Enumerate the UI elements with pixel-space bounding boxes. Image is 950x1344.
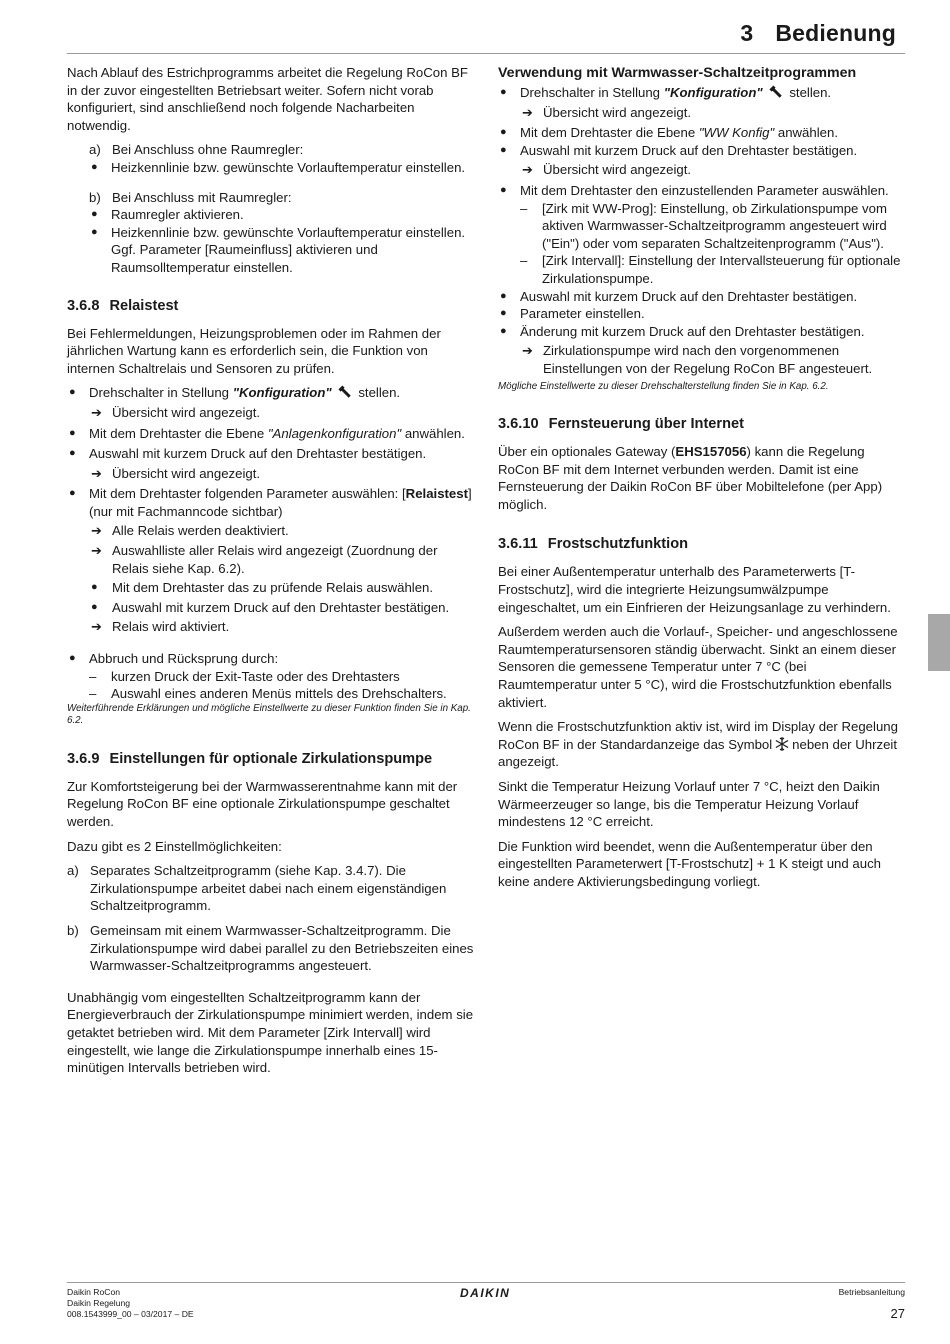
arrow-icon: ➔ [91,619,102,635]
list-item: ● Mit dem Drehtaster die Ebene "Anlagenkonfiguration" anwählen. [69,425,465,441]
section-heading-3-6-10: 3.6.10 Fernsteuerung über Internet [498,416,744,432]
bullet-icon: ● [500,289,507,302]
section-heading-3-6-11: 3.6.11 Frostschutzfunktion [498,536,689,553]
dash-icon: – [520,253,528,269]
chapter-title: Bedienung [775,20,896,46]
ww-steps [498,84,908,378]
case-b-label: b) [89,189,101,205]
paragraph: Sinkt die Temperatur Heizung Vorlauf unter 7 °C, heizt den Daikin Wärmeerzeuger so lange, bis die Temperatur Heizung Vorlauf mindestens 12 °C erreicht. [498,778,880,830]
chapter-side-tab [928,614,950,671]
paragraph: Die Funktion wird beendet, wenn die Außentemperatur über den eingestellten Parameterwert [T-Frostschutz] + 1 K steigt und auch keine andere Aktivierungsbedingung vorliegt. [498,838,881,889]
case-b-block [89,189,477,277]
bullet-icon: ● [69,386,76,399]
paragraph: Unabhängig vom eingestellten Schaltzeitprogramm kann der Energieverbrauch der Zirkulationspumpe minimiert werden, indem sie getaktet betrieben wird. Mit dem Parameter [Zirk Intervall] wird eingestellt, wie lange die Zirkulationspumpe innerhalb eines 15-minütigen Intervalls betrieben wird. [67,989,474,1076]
section-heading-3-6-8: 3.6.8 Relaistest [67,297,179,314]
wrench-icon [338,385,352,399]
paragraph: Wenn die Frostschutzfunktion aktiv ist, wird im Display der Regelung RoCon BF in der Standardanzeige das Symbol neben der Uhrzeit angezeigt. [498,719,898,770]
hint-note: Weiterführende Erklärungen und mögliche Einstellwerte zu dieser Funktion finden Sie in Kap. 6.2. [67,702,471,727]
left-column [67,64,477,1084]
dash-icon: – [520,200,528,216]
arrow-icon: ➔ [91,523,102,539]
footer-product: Daikin RoCon [67,1287,121,1297]
header-divider [67,53,905,54]
bullet-icon: ● [91,160,98,173]
paragraph: Bei einer Außentemperatur unterhalb des Parameterwerts [T-Frostschutz], wird die integrierte Heizungsumwälzpumpe eingeschaltet, um ein Einfrieren der Heizungsanlage zu verhindern. [498,564,891,615]
list-item: ● Raumregler aktivieren. [91,207,244,223]
snowflake-icon [774,736,790,752]
section-heading-3-6-9: 3.6.9 Einstellungen für optionale Zirkulationspumpe [67,750,433,767]
paragraph: Außerdem werden auch die Vorlauf-, Speicher- und angeschlossene Raumtemperatursensoren ständig überwacht. Sinkt an einem dieser Sensoren die gemessene Temperatur unter 7 °C (bei Raumtemperatur unter 5 °C), wird die Frostschutzfunktion ebenfalls aktiviert. [498,624,898,710]
list-item: ● Parameter einstellen. [500,306,645,322]
intro-paragraph: Nach Ablauf des Estrichprogramms arbeitet die Regelung RoCon BF in der zuvor eingestellten Betriebsart weiter. Sofern nicht vorab konfiguriert, sind anschließend noch folgende Nacharbeiten notwendig. [67,65,468,133]
list-item: ● Abbruch und Rücksprung durch: – kurzen Druck der Exit-Taste oder des Drehtasters – Auswahl eines anderen Menüs mittels des Drehschalters. [69,651,447,702]
footer-doc-number: 008.1543999_00 – 03/2017 – DE [67,1309,194,1319]
list-item: ● Auswahl mit kurzem Druck auf den Drehtaster bestätigen. ➔ Übersicht wird angezeigt. [500,142,858,178]
arrow-icon: ➔ [522,162,533,178]
bullet-icon: ● [500,86,507,98]
chapter-heading [740,20,896,47]
case-a-block [89,141,477,176]
relaistest-steps [67,384,477,703]
bullet-icon: ● [91,208,98,221]
footer-divider [67,1282,905,1283]
bullet-icon: ● [69,652,76,665]
bullet-icon: ● [500,143,507,156]
hint-note: Mögliche Einstellwerte zu dieser Drehschalterstellung finden Sie in Kap. 6.2. [498,380,829,392]
wrench-icon [769,85,783,99]
arrow-icon: ➔ [522,104,533,120]
bullet-icon: ● [500,183,507,196]
case-a-label: a) [89,142,101,158]
footer-subtitle: Daikin Regelung [67,1298,131,1308]
bullet-icon: ● [69,487,76,500]
arrow-icon: ➔ [91,404,102,420]
option-a: a) Separates Schaltzeitprogramm (siehe Kap. 3.4.7). Die Zirkulationspumpe arbeitet dabei nach einem eigenständigen Schaltzeitprogramm. [67,863,447,914]
dash-icon: – [89,668,97,684]
list-item: ● Drehschalter in Stellung "Konfiguration" stellen. ➔ Übersicht wird angezeigt. [500,85,832,120]
bullet-icon: ● [91,600,98,613]
bullet-icon: ● [500,126,507,139]
list-item: ● Drehschalter in Stellung "Konfiguration" stellen. ➔ Übersicht wird angezeigt. [69,385,401,420]
list-item: ● Heizkennlinie bzw. gewünschte Vorlauftemperatur einstellen. [91,159,466,175]
bullet-icon: ● [91,225,98,238]
bullet-icon: ● [500,324,507,337]
list-item: ● Auswahl mit kurzem Druck auf den Drehtaster bestätigen. [500,288,858,304]
daikin-logo: DAIKIN [460,1286,511,1300]
list-item: ● Änderung mit kurzem Druck auf den Drehtaster bestätigen. ➔ Zirkulationspumpe wird nach den vorgenommenen Einstellungen von der Regelung RoCon BF angesteuert. [500,323,873,376]
bullet-icon: ● [500,307,507,320]
right-column [498,64,908,897]
bullet-icon: ● [69,426,76,439]
list-item: ● Mit dem Drehtaster folgenden Parameter auswählen: [Relaistest] (nur mit Fachmanncode sichtbar) ➔ Alle Relais werden deaktiviert. ➔ Auswahlliste aller Relais wird angezeigt (Zuordnung der Relais siehe Kap. 6.2). ● Mit dem Drehtaster das zu prüfende Relais auswählen. ● Auswahl mit kurzem Druck auf den Drehtaster bestätigen. ➔ Relais wird aktiviert. [69,486,472,635]
paragraph: Über ein optionales Gateway (EHS157056) kann die Regelung RoCon BF mit dem Internet verbunden werden. Damit ist eine Fernsteuerung der Daikin RoCon BF über Mobiltelefone (per App) möglich. [498,444,883,512]
page-number: 27 [890,1306,905,1321]
subsection-heading-ww: Verwendung mit Warmwasser-Schaltzeitprogrammen [498,65,857,81]
option-b: b) Gemeinsam mit einem Warmwasser-Schaltzeitprogramm. Die Zirkulationspumpe wird dabei parallel zu den Betriebszeiten eines Warmwasser-Schaltzeitprogramms angesteuert. [67,922,474,974]
footer-doc-type: Betriebsanleitung [838,1287,905,1297]
paragraph: Dazu gibt es 2 Einstellmöglichkeiten: [67,838,282,854]
list-item: ● Heizkennlinie bzw. gewünschte Vorlauftemperatur einstellen. Ggf. Parameter [Raumeinfluss] aktivieren und Raumsolltemperatur einstellen. [91,224,466,275]
list-item: ● Auswahl mit kurzem Druck auf den Drehtaster bestätigen. ➔ Übersicht wird angezeigt. [69,446,427,481]
arrow-icon: ➔ [91,465,102,481]
list-item: ● Mit dem Drehtaster die Ebene "WW Konfig" anwählen. [500,125,838,141]
paragraph: Zur Komfortsteigerung bei der Warmwasserentnahme kann mit der Regelung RoCon BF eine optionale Zirkulationspumpe geschaltet werden. [67,778,458,829]
bullet-icon: ● [69,447,76,460]
dash-icon: – [89,686,97,702]
case-a-title: Bei Anschluss ohne Raumregler: [112,142,304,158]
list-item: ● Mit dem Drehtaster den einzustellenden Parameter auswählen. – [Zirk mit WW-Prog]: Einstellung, ob Zirkulationspumpe vom aktiven Warmwasser-Schaltzeitprogramm angesteuert wird ("Ein") oder vom separaten Schaltzeitenprogramm ("Aus"). – [Zirk Intervall]: Einstellung der Intervallsteuerung für optionale Zirkulationspumpe. [500,182,901,286]
case-b-title: Bei Anschluss mit Raumregler: [112,189,292,205]
arrow-icon: ➔ [91,543,102,559]
bullet-icon: ● [91,581,98,594]
arrow-icon: ➔ [522,343,533,359]
footer-doc-info [67,1287,194,1320]
section-intro: Bei Fehlermeldungen, Heizungsproblemen oder im Rahmen der jährlichen Wartung kann es erforderlich sein, die Funktion von internen Schaltrelais und Sensoren zu prüfen. [67,325,441,376]
chapter-number: 3 [740,20,754,46]
